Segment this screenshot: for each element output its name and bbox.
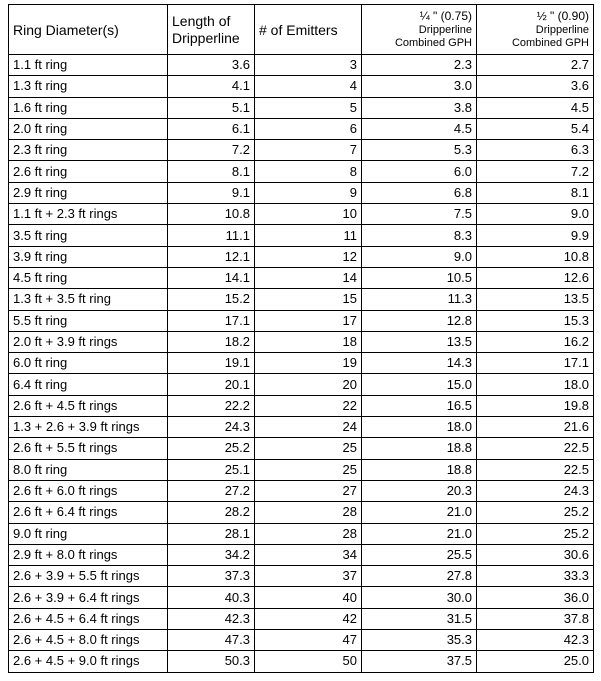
ring-diameter-cell: 1.6 ft ring (9, 97, 168, 118)
emitters-cell: 5 (255, 97, 362, 118)
table-row (9, 566, 594, 587)
header-half-inch-size: ½ " (0.90) (536, 9, 589, 23)
half-inch-gph-cell: 13.5 (477, 289, 594, 310)
half-inch-gph-cell: 3.6 (477, 76, 594, 97)
emitters-cell: 42 (255, 608, 362, 629)
emitters-cell: 50 (255, 651, 362, 672)
quarter-inch-gph-cell: 11.3 (362, 289, 477, 310)
emitters-cell: 19 (255, 353, 362, 374)
ring-diameter-cell: 6.0 ft ring (9, 353, 168, 374)
ring-diameter-cell: 2.6 ft + 6.0 ft rings (9, 480, 168, 501)
table-row (9, 246, 594, 267)
half-inch-gph-cell: 2.7 (477, 55, 594, 76)
half-inch-gph-cell: 7.2 (477, 161, 594, 182)
table-row (9, 140, 594, 161)
emitters-cell: 8 (255, 161, 362, 182)
table-row (9, 417, 594, 438)
length-cell: 11.1 (168, 225, 255, 246)
half-inch-gph-cell: 6.3 (477, 140, 594, 161)
table-row (9, 55, 594, 76)
table-header (9, 5, 594, 55)
table-row (9, 182, 594, 203)
half-inch-gph-cell: 24.3 (477, 480, 594, 501)
quarter-inch-gph-cell: 14.3 (362, 353, 477, 374)
quarter-inch-gph-cell: 13.5 (362, 331, 477, 352)
half-inch-gph-cell: 10.8 (477, 246, 594, 267)
emitters-cell: 34 (255, 544, 362, 565)
half-inch-gph-cell: 25.2 (477, 502, 594, 523)
half-inch-gph-cell: 42.3 (477, 630, 594, 651)
emitters-cell: 20 (255, 374, 362, 395)
table-row (9, 267, 594, 288)
header-emitters: # of Emitters (255, 5, 362, 55)
quarter-inch-gph-cell: 2.3 (362, 55, 477, 76)
table-row (9, 630, 594, 651)
ring-diameter-cell: 2.0 ft ring (9, 118, 168, 139)
quarter-inch-gph-cell: 21.0 (362, 523, 477, 544)
ring-diameter-cell: 4.5 ft ring (9, 267, 168, 288)
ring-diameter-cell: 3.5 ft ring (9, 225, 168, 246)
quarter-inch-gph-cell: 31.5 (362, 608, 477, 629)
ring-diameter-cell: 2.6 + 4.5 + 8.0 ft rings (9, 630, 168, 651)
quarter-inch-gph-cell: 4.5 (362, 118, 477, 139)
table-row (9, 395, 594, 416)
quarter-inch-gph-cell: 9.0 (362, 246, 477, 267)
length-cell: 6.1 (168, 118, 255, 139)
half-inch-gph-cell: 15.3 (477, 310, 594, 331)
emitters-cell: 10 (255, 204, 362, 225)
half-inch-gph-cell: 9.9 (477, 225, 594, 246)
length-cell: 24.3 (168, 417, 255, 438)
table-row (9, 118, 594, 139)
half-inch-gph-cell: 22.5 (477, 438, 594, 459)
ring-diameter-cell: 2.6 ft + 6.4 ft rings (9, 502, 168, 523)
emitters-cell: 6 (255, 118, 362, 139)
header-ring-diameter: Ring Diameter(s) (9, 5, 168, 55)
quarter-inch-gph-cell: 20.3 (362, 480, 477, 501)
half-inch-gph-cell: 21.6 (477, 417, 594, 438)
length-cell: 28.1 (168, 523, 255, 544)
length-cell: 9.1 (168, 182, 255, 203)
quarter-inch-gph-cell: 3.8 (362, 97, 477, 118)
table-row (9, 523, 594, 544)
quarter-inch-gph-cell: 6.8 (362, 182, 477, 203)
length-cell: 7.2 (168, 140, 255, 161)
table-row (9, 608, 594, 629)
table-row (9, 310, 594, 331)
emitters-cell: 24 (255, 417, 362, 438)
table-row (9, 459, 594, 480)
table-row (9, 651, 594, 672)
quarter-inch-gph-cell: 18.0 (362, 417, 477, 438)
quarter-inch-gph-cell: 35.3 (362, 630, 477, 651)
length-cell: 40.3 (168, 587, 255, 608)
ring-diameter-cell: 1.3 ft + 3.5 ft ring (9, 289, 168, 310)
emitters-cell: 15 (255, 289, 362, 310)
length-cell: 4.1 (168, 76, 255, 97)
table-row (9, 76, 594, 97)
half-inch-gph-cell: 25.0 (477, 651, 594, 672)
emitters-cell: 47 (255, 630, 362, 651)
emitters-cell: 9 (255, 182, 362, 203)
ring-diameter-cell: 1.3 ft ring (9, 76, 168, 97)
quarter-inch-gph-cell: 27.8 (362, 566, 477, 587)
emitters-cell: 40 (255, 587, 362, 608)
table-row (9, 225, 594, 246)
table-body (9, 55, 594, 673)
length-cell: 10.8 (168, 204, 255, 225)
emitters-cell: 25 (255, 459, 362, 480)
header-quarter-inch-unit: Combined GPH (394, 37, 472, 49)
ring-diameter-cell: 5.5 ft ring (9, 310, 168, 331)
emitters-cell: 14 (255, 267, 362, 288)
ring-diameter-cell: 2.6 ft ring (9, 161, 168, 182)
length-cell: 25.2 (168, 438, 255, 459)
emitters-cell: 25 (255, 438, 362, 459)
emitters-cell: 7 (255, 140, 362, 161)
emitters-cell: 17 (255, 310, 362, 331)
length-cell: 14.1 (168, 267, 255, 288)
emitters-cell: 4 (255, 76, 362, 97)
header-quarter-inch-label: Dripperline (418, 24, 472, 36)
half-inch-gph-cell: 17.1 (477, 353, 594, 374)
length-cell: 5.1 (168, 97, 255, 118)
length-cell: 3.6 (168, 55, 255, 76)
half-inch-gph-cell: 19.8 (477, 395, 594, 416)
header-half-inch-gph (477, 5, 594, 55)
emitters-cell: 11 (255, 225, 362, 246)
ring-diameter-cell: 2.6 + 3.9 + 5.5 ft rings (9, 566, 168, 587)
ring-diameter-cell: 3.9 ft ring (9, 246, 168, 267)
half-inch-gph-cell: 16.2 (477, 331, 594, 352)
quarter-inch-gph-cell: 7.5 (362, 204, 477, 225)
length-cell: 37.3 (168, 566, 255, 587)
length-cell: 50.3 (168, 651, 255, 672)
table-row (9, 353, 594, 374)
table-row (9, 374, 594, 395)
header-half-inch-unit: Combined GPH (511, 37, 589, 49)
quarter-inch-gph-cell: 5.3 (362, 140, 477, 161)
table-row (9, 544, 594, 565)
quarter-inch-gph-cell: 3.0 (362, 76, 477, 97)
length-cell: 42.3 (168, 608, 255, 629)
ring-diameter-cell: 2.6 + 3.9 + 6.4 ft rings (9, 587, 168, 608)
length-cell: 8.1 (168, 161, 255, 182)
half-inch-gph-cell: 18.0 (477, 374, 594, 395)
length-cell: 12.1 (168, 246, 255, 267)
half-inch-gph-cell: 5.4 (477, 118, 594, 139)
ring-diameter-cell: 1.1 ft + 2.3 ft rings (9, 204, 168, 225)
length-cell: 15.2 (168, 289, 255, 310)
quarter-inch-gph-cell: 12.8 (362, 310, 477, 331)
table-row (9, 97, 594, 118)
table-row (9, 587, 594, 608)
ring-diameter-cell: 8.0 ft ring (9, 459, 168, 480)
length-cell: 34.2 (168, 544, 255, 565)
ring-diameter-cell: 2.6 ft + 5.5 ft rings (9, 438, 168, 459)
quarter-inch-gph-cell: 18.8 (362, 438, 477, 459)
length-cell: 19.1 (168, 353, 255, 374)
half-inch-gph-cell: 22.5 (477, 459, 594, 480)
ring-diameter-cell: 9.0 ft ring (9, 523, 168, 544)
table-row (9, 204, 594, 225)
length-cell: 27.2 (168, 480, 255, 501)
table-row (9, 480, 594, 501)
quarter-inch-gph-cell: 21.0 (362, 502, 477, 523)
length-cell: 22.2 (168, 395, 255, 416)
emitters-cell: 28 (255, 523, 362, 544)
ring-diameter-cell: 2.9 ft ring (9, 182, 168, 203)
ring-diameter-cell: 2.3 ft ring (9, 140, 168, 161)
ring-diameter-cell: 6.4 ft ring (9, 374, 168, 395)
quarter-inch-gph-cell: 10.5 (362, 267, 477, 288)
quarter-inch-gph-cell: 37.5 (362, 651, 477, 672)
table-row (9, 331, 594, 352)
quarter-inch-gph-cell: 18.8 (362, 459, 477, 480)
ring-diameter-cell: 2.6 ft + 4.5 ft rings (9, 395, 168, 416)
table-row (9, 438, 594, 459)
half-inch-gph-cell: 8.1 (477, 182, 594, 203)
header-length: Length of Dripperline (168, 5, 255, 55)
table-row (9, 289, 594, 310)
emitters-cell: 18 (255, 331, 362, 352)
quarter-inch-gph-cell: 8.3 (362, 225, 477, 246)
quarter-inch-gph-cell: 15.0 (362, 374, 477, 395)
half-inch-gph-cell: 4.5 (477, 97, 594, 118)
header-row (9, 5, 594, 55)
half-inch-gph-cell: 25.2 (477, 523, 594, 544)
ring-diameter-cell: 2.6 + 4.5 + 9.0 ft rings (9, 651, 168, 672)
emitters-cell: 12 (255, 246, 362, 267)
length-cell: 20.1 (168, 374, 255, 395)
half-inch-gph-cell: 12.6 (477, 267, 594, 288)
header-quarter-inch-size: ¼ " (0.75) (419, 9, 472, 23)
half-inch-gph-cell: 9.0 (477, 204, 594, 225)
length-cell: 47.3 (168, 630, 255, 651)
header-half-inch-label: Dripperline (535, 24, 589, 36)
emitters-cell: 37 (255, 566, 362, 587)
ring-diameter-cell: 2.6 + 4.5 + 6.4 ft rings (9, 608, 168, 629)
quarter-inch-gph-cell: 30.0 (362, 587, 477, 608)
emitters-cell: 3 (255, 55, 362, 76)
ring-diameter-cell: 1.3 + 2.6 + 3.9 ft rings (9, 417, 168, 438)
ring-diameter-cell: 2.0 ft + 3.9 ft rings (9, 331, 168, 352)
length-cell: 28.2 (168, 502, 255, 523)
quarter-inch-gph-cell: 16.5 (362, 395, 477, 416)
half-inch-gph-cell: 36.0 (477, 587, 594, 608)
emitters-cell: 27 (255, 480, 362, 501)
ring-diameter-cell: 1.1 ft ring (9, 55, 168, 76)
half-inch-gph-cell: 37.8 (477, 608, 594, 629)
length-cell: 18.2 (168, 331, 255, 352)
ring-diameter-cell: 2.9 ft + 8.0 ft rings (9, 544, 168, 565)
length-cell: 25.1 (168, 459, 255, 480)
half-inch-gph-cell: 33.3 (477, 566, 594, 587)
emitters-cell: 22 (255, 395, 362, 416)
half-inch-gph-cell: 30.6 (477, 544, 594, 565)
dripperline-table (8, 4, 594, 673)
emitters-cell: 28 (255, 502, 362, 523)
quarter-inch-gph-cell: 6.0 (362, 161, 477, 182)
length-cell: 17.1 (168, 310, 255, 331)
table-row (9, 161, 594, 182)
quarter-inch-gph-cell: 25.5 (362, 544, 477, 565)
table-row (9, 502, 594, 523)
header-quarter-inch-gph (362, 5, 477, 55)
